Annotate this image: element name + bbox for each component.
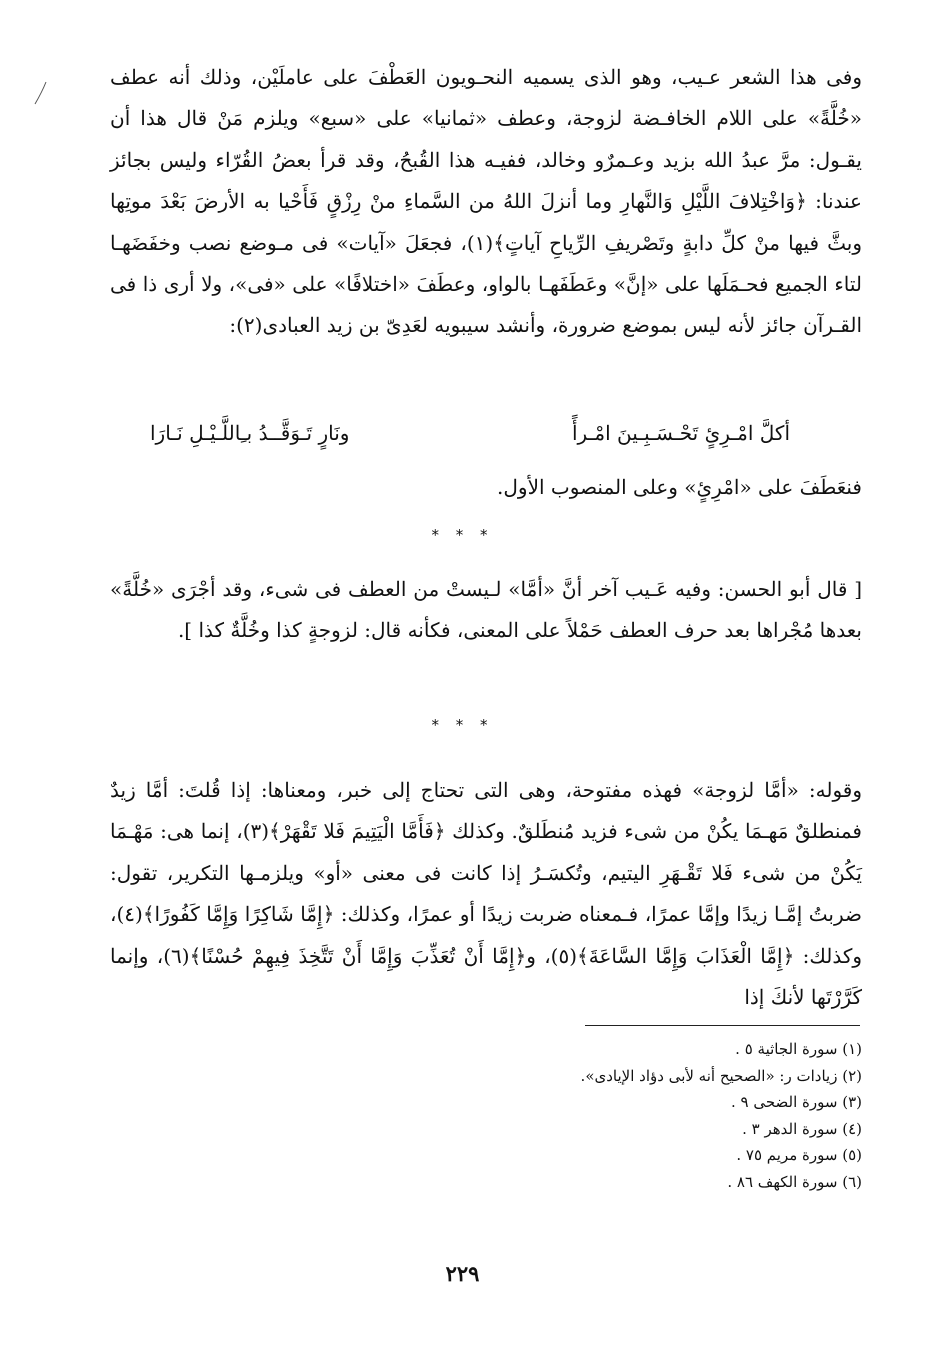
- paragraph-3: [110, 770, 862, 1018]
- verse-hemistich-2: ونَارٍ تَـوَقَّــدُ بـِاللَّـيْـلِ نَـارَا: [150, 421, 350, 445]
- paragraph-2: [110, 569, 862, 652]
- footnote-6: (٦) سورة الكهف ٨٦ .: [727, 1172, 862, 1191]
- paragraph-after-verse: فنعَطَفَ على «امْرِئٍ» وعلى المنصوب الأول.: [497, 475, 862, 499]
- section-separator-2: * * *: [431, 716, 494, 734]
- paragraph-1: [110, 57, 862, 347]
- margin-pen-mark: [32, 80, 50, 106]
- poetry-verse: [150, 413, 790, 453]
- paragraph-1-text: وفى هذا الشعر عـيب، وهو الذى يسميه النحـويون العَطْفَ على عاملَيْن، وذلك أنه عطف «خُلَّةً» على اللام الخافـضة لزوجة، وعطف «ثمانيا» على «سبع» ويلزم مَنْ قال هذا أن يقـول: مرَّ عبدُ الله بزيد وعـمرٌو وخالد، ففيـه هذا القُبحُ، وقد قرأ بعضُ القُرّاء وليس بجائز عندنا: ﴿وَاخْتِلافَ اللَّيْلِ وَالنَّهارِ وما أنزلَ اللهُ من السَّماءِ منْ رِزْقٍ فَأَحْيا به الأرضَ بَعْدَ موتِها وبثَّ فيها منْ كلِّ دابةٍ وتَصْريفِ الرِّياحِ آياتٍ﴾(١)، فجعَلَ «آيات» فى مـوضع نصب وخفَضَهـا لتاء الجميع فحـمَلَها على «إنَّ» وعَطَفَهـا بالواو، وعطَفَ «اختلافًا» على «فى»، ولا أرى ذا فى القـرآن جائز لأنه ليس بموضع ضرورة، وأنشد سيبويه لعَدِىّ بن زيد العبادى(٢):: [110, 65, 863, 338]
- footnote-4: (٤) سورة الدهر ٣ .: [742, 1119, 862, 1138]
- verse-hemistich-1: أكلَّ امْـرِئٍ تَحْـسَـبِـينَ امْـرأً: [571, 421, 790, 445]
- footnote-divider: [585, 1025, 860, 1026]
- paragraph-2-text: [ قال أبو الحسن: وفيه عَـيب آخر أنَّ «أمَّا» لـيستْ من العطف فى شىء، وقد أجْرَى «خُلَّةً» بعدها مُجْراها بعد حرف العطف حَمْلاً على المعنى، فكأنه قال: لزوجةٍ كذا وخُلَّةٌ كذا ].: [110, 577, 862, 643]
- footnotes: [110, 1036, 862, 1196]
- footnote-5: (٥) سورة مريم ٧٥ .: [736, 1146, 862, 1165]
- footnote-3: (٣) سورة الضحى ٩ .: [730, 1093, 862, 1112]
- paragraph-3-text: وقوله: «أمَّا لزوجة» فهذه مفتوحة، وهى التى تحتاج إلى خبر، ومعناها: إذا قُلتَ: أمَّا زيدٌ فمنطلقٌ مَهـمَا يكُنْ من شىء فزيد مُنطَلقٌ. وكذلك ﴿فَأَمَّا الْيَتِيمَ فَلا تَقْهَرْ﴾(٣)، إنما هى: مَهْـمَا يَكُنْ من شىء فَلا تَقْـهَرِ اليتيم، وتُكسَـرُ إذا كانت فى معنى «أو» ويلزمـها التكرير، تقول: ضربتُ إمَّـا زيدًا وإمَّا عمرًا، فـمعناه ضربت زيدًا أو عمرًا، وكذلك: ﴿إِمَّا شَاكِرًا وَإِمَّا كَفُورًا﴾(٤)، وكذلك: ﴿إِمَّا الْعَذَابَ وَإِمَّا السَّاعَةَ﴾(٥)، و﴿إِمَّا أَنْ تُعَذِّبَ وَإِمَّا أَنْ تَتَّخِذَ فِيهِمْ حُسْنًا﴾(٦)، وإنما كَرَّرْتَها لأنكَ إذا: [110, 778, 862, 1010]
- page-number: ٢٢٩: [445, 1261, 480, 1286]
- footnote-2: (٢) زيادات ر: «الصحيح أنه لأبى دؤاد الإيادى».: [580, 1066, 862, 1085]
- section-separator-1: * * *: [431, 526, 494, 544]
- footnote-1: (١) سورة الجاثية ٥ .: [735, 1040, 862, 1058]
